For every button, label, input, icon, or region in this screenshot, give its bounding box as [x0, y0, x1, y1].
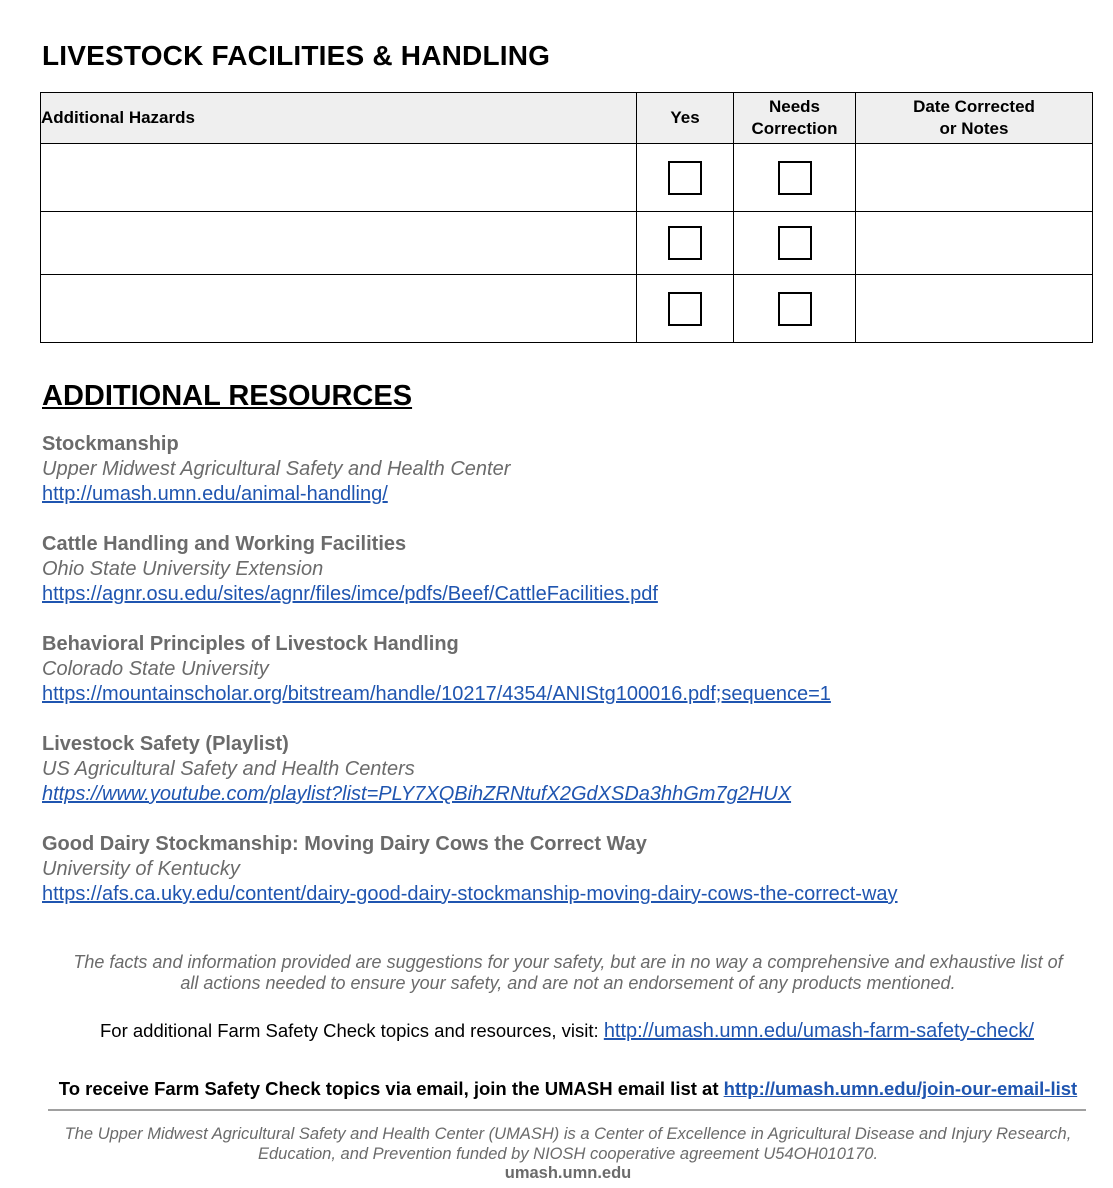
table-row — [41, 275, 1093, 343]
notes-cell[interactable] — [856, 212, 1093, 275]
header-additional-hazards: Additional Hazards — [41, 93, 637, 144]
yes-checkbox[interactable] — [668, 161, 702, 195]
header-date-line1: Date Corrected — [913, 97, 1035, 116]
disclaimer — [48, 952, 1088, 994]
hazard-cell[interactable] — [41, 144, 637, 212]
footer-line1: The Upper Midwest Agricultural Safety and Health Center (UMASH) is a Center of Excellence in Agricultural Disease and Injury Research, — [64, 1125, 1072, 1143]
visit-line — [0, 1020, 1113, 1043]
needs-correction-cell — [734, 275, 856, 343]
header-yes: Yes — [637, 93, 734, 144]
resource-link[interactable]: http://umash.umn.edu/animal-handling/ — [42, 483, 388, 505]
resource-title: Stockmanship — [42, 433, 179, 455]
resource-org: Colorado State University — [42, 658, 269, 680]
resource-link[interactable]: https://afs.ca.uky.edu/content/dairy-good-dairy-stockmanship-moving-dairy-cows-the-correct-way — [42, 883, 898, 905]
email-line — [48, 1078, 1088, 1100]
yes-cell — [637, 144, 734, 212]
needs-correction-checkbox[interactable] — [778, 161, 812, 195]
resource-link[interactable]: https://mountainscholar.org/bitstream/handle/10217/4354/ANIStg100016.pdf;sequence=1 — [42, 683, 831, 705]
resource-title: Livestock Safety (Playlist) — [42, 733, 289, 755]
needs-correction-cell — [734, 212, 856, 275]
header-date-corrected — [856, 93, 1093, 144]
hazards-table — [40, 92, 1093, 343]
footer-divider — [48, 1109, 1086, 1111]
yes-cell — [637, 275, 734, 343]
visit-text: For additional Farm Safety Check topics and resources, visit: — [99, 1020, 604, 1041]
resource-org: Upper Midwest Agricultural Safety and Health Center — [42, 458, 511, 480]
needs-correction-checkbox[interactable] — [778, 292, 812, 326]
hazard-cell[interactable] — [41, 275, 637, 343]
notes-cell[interactable] — [856, 275, 1093, 343]
needs-correction-checkbox[interactable] — [778, 226, 812, 260]
footer-site: umash.umn.edu — [504, 1164, 632, 1182]
footer-statement — [48, 1124, 1088, 1164]
footer-line2: Education, and Prevention funded by NIOSH cooperative agreement U54OH010170. — [257, 1145, 879, 1163]
hazard-cell[interactable] — [41, 212, 637, 275]
header-needs-line2: Correction — [751, 119, 838, 138]
disclaimer-line2: all actions needed to ensure your safety, and are not an endorsement of any products mentioned. — [180, 973, 956, 993]
resource-org: US Agricultural Safety and Health Centers — [42, 758, 415, 780]
resource-title: Cattle Handling and Working Facilities — [42, 533, 407, 555]
notes-cell[interactable] — [856, 144, 1093, 212]
section-title-resources: ADDITIONAL RESOURCES — [42, 380, 413, 412]
table-row — [41, 144, 1093, 212]
yes-checkbox[interactable] — [668, 226, 702, 260]
email-list-link[interactable]: http://umash.umn.edu/join-our-email-list — [723, 1078, 1078, 1099]
yes-checkbox[interactable] — [668, 292, 702, 326]
header-needs-line1: Needs — [768, 97, 821, 116]
disclaimer-line1: The facts and information provided are suggestions for your safety, but are in no way a comprehensive and exhaustive list of — [73, 952, 1063, 972]
table-header-row — [41, 93, 1093, 144]
resource-item — [42, 432, 1092, 507]
header-date-line2: or Notes — [939, 119, 1009, 138]
page-title: LIVESTOCK FACILITIES & HANDLING — [42, 40, 551, 71]
resource-item — [42, 732, 1092, 807]
resource-title: Good Dairy Stockmanship: Moving Dairy Cows the Correct Way — [42, 833, 647, 855]
resources-list — [42, 432, 1092, 932]
needs-correction-cell — [734, 144, 856, 212]
farm-safety-check-link[interactable]: http://umash.umn.edu/umash-farm-safety-check/ — [603, 1020, 1034, 1042]
yes-cell — [637, 212, 734, 275]
resource-item — [42, 832, 1092, 907]
resource-link[interactable]: https://agnr.osu.edu/sites/agnr/files/imce/pdfs/Beef/CattleFacilities.pdf — [42, 583, 658, 605]
email-text: To receive Farm Safety Check topics via email, join the UMASH email list at — [58, 1078, 724, 1099]
resource-item — [42, 632, 1092, 707]
resource-org: University of Kentucky — [42, 858, 240, 880]
resource-link[interactable]: https://www.youtube.com/playlist?list=PLY7XQBihZRNtufX2GdXSDa3hhGm7g2HUX — [42, 783, 792, 805]
resource-item — [42, 532, 1092, 607]
resource-org: Ohio State University Extension — [42, 558, 324, 580]
resource-title: Behavioral Principles of Livestock Handling — [42, 633, 459, 655]
header-needs-correction — [734, 93, 856, 144]
table-row — [41, 212, 1093, 275]
